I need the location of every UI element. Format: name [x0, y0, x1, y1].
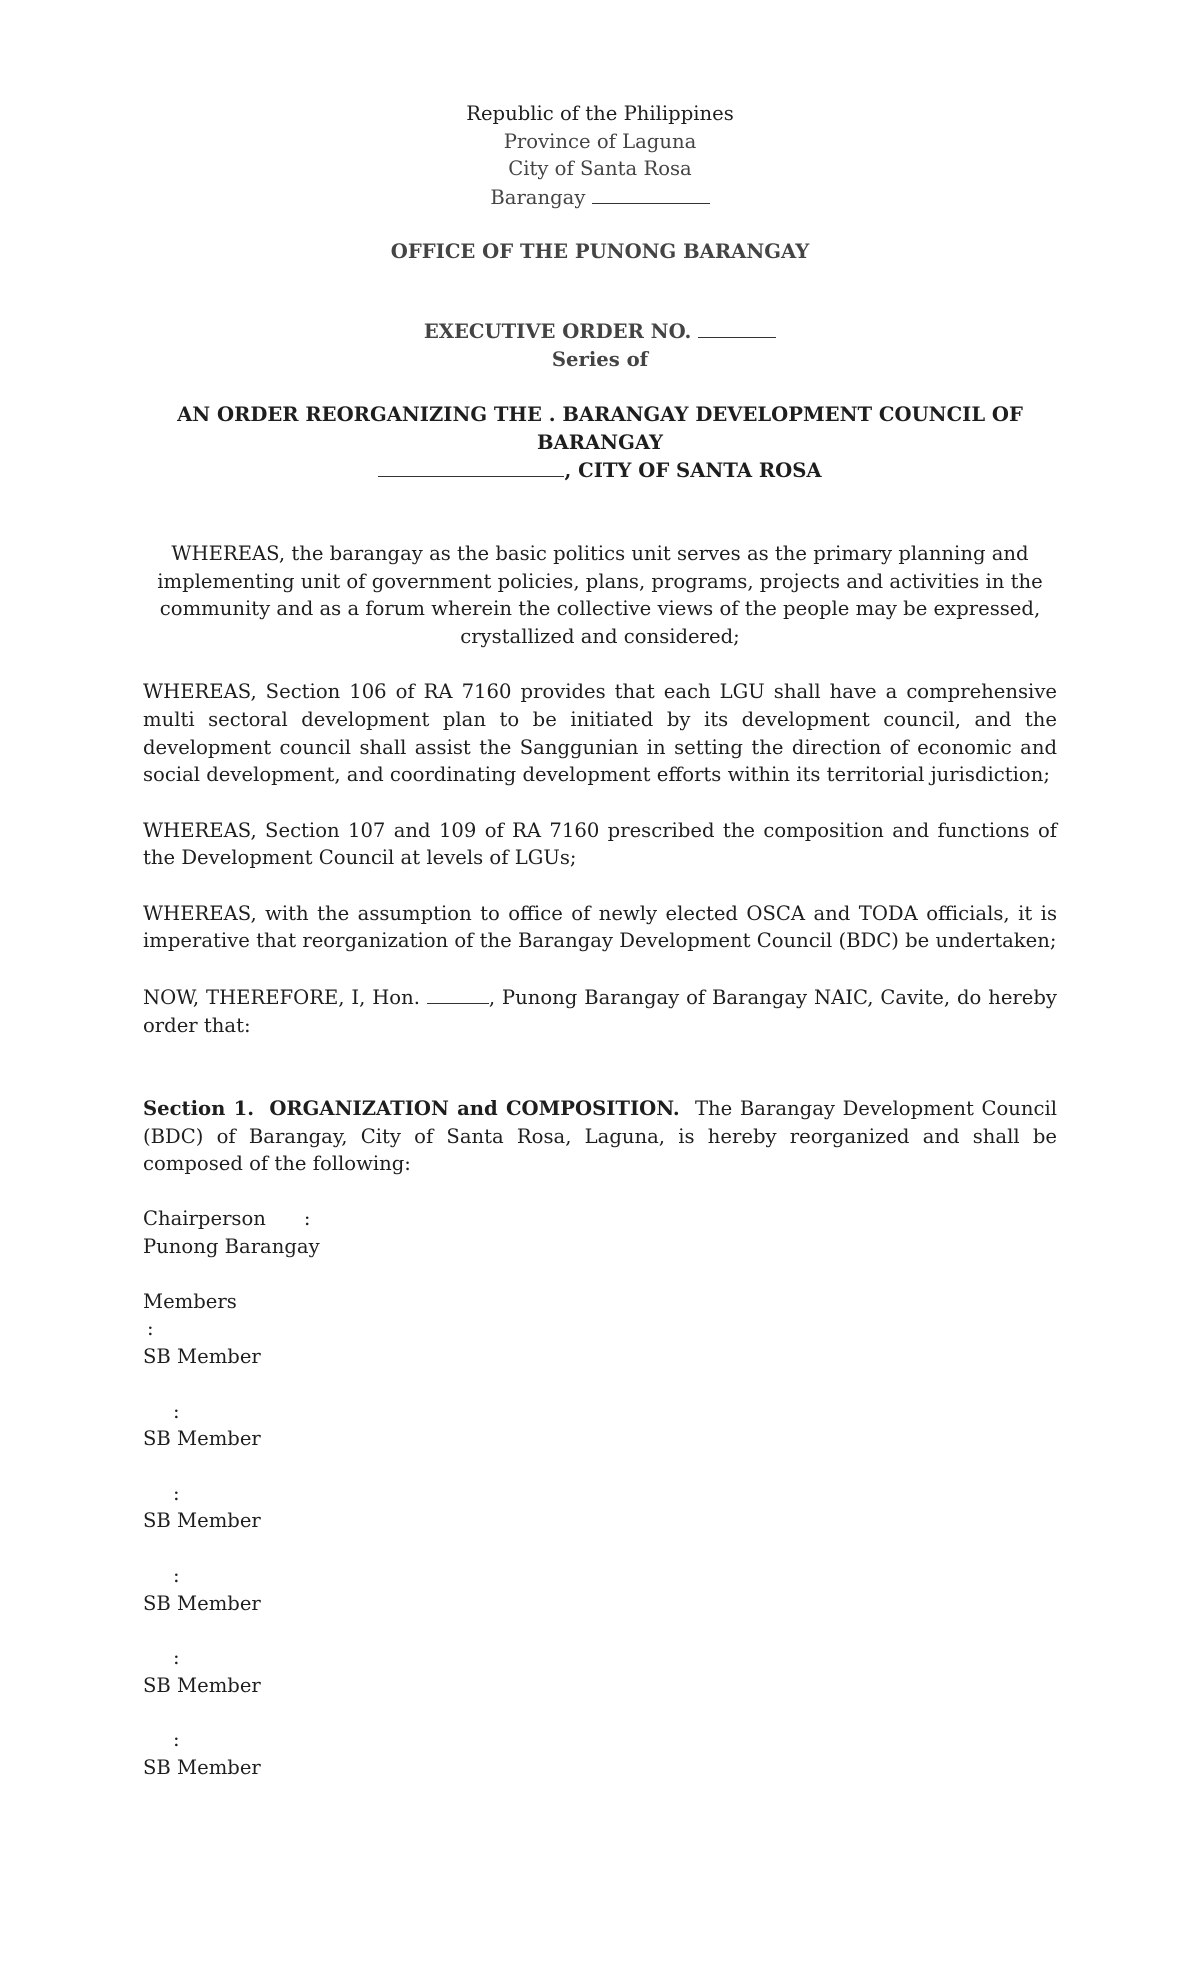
header-republic: Republic of the Philippines: [466, 102, 734, 125]
now-therefore-before: NOW, THEREFORE, I, Hon.: [143, 986, 427, 1010]
member-5-colon: :: [173, 1646, 180, 1670]
chairperson-row: [143, 1205, 1057, 1233]
order-title-line2-text: , CITY OF SANTA ROSA: [564, 459, 822, 483]
member-3-value: SB Member: [143, 1509, 261, 1533]
barangay-blank: [592, 183, 710, 204]
title-barangay-blank: [378, 456, 564, 477]
composition-list: [143, 1205, 1057, 1782]
members-label: Members: [143, 1289, 237, 1313]
order-title-line1: AN ORDER REORGANIZING THE . BARANGAY DEVELOPMENT COUNCIL OF BARANGAY: [177, 403, 1023, 454]
now-therefore-after: , Punong Barangay of Barangay NAIC, Cavite, do hereby order that:: [143, 986, 1057, 1037]
section-1-title: ORGANIZATION and COMPOSITION.: [269, 1097, 680, 1121]
member-4-colon: :: [173, 1563, 180, 1587]
chairperson-colon: :: [303, 1207, 311, 1231]
section-1: [143, 1095, 1057, 1178]
member-4-value: SB Member: [143, 1591, 261, 1615]
member-5-value: SB Member: [143, 1673, 261, 1697]
chairperson-label: Chairperson: [143, 1207, 266, 1231]
member-2-colon: :: [173, 1399, 180, 1423]
document-header: [143, 100, 1057, 211]
executive-order-label: EXECUTIVE ORDER NO.: [423, 319, 692, 343]
header-barangay-label: Barangay: [490, 185, 586, 209]
honorable-name-blank: [427, 983, 489, 1004]
order-number-blank: [698, 317, 776, 338]
header-barangay: [143, 183, 1057, 212]
order-title: [143, 401, 1057, 485]
executive-order-heading: [143, 317, 1057, 373]
executive-order-number: [143, 317, 1057, 346]
chairperson-value: Punong Barangay: [143, 1234, 320, 1258]
member-6-value: SB Member: [143, 1755, 261, 1779]
member-1-colon: :: [147, 1317, 154, 1341]
member-1-value: SB Member: [143, 1345, 261, 1368]
section-1-body: The Barangay Development Council (BDC) of Barangay, City of Santa Rosa, Laguna, is hereby reorganized and shall be composed of the following:: [143, 1097, 1057, 1176]
header-province: Province of Laguna: [503, 129, 697, 153]
member-3-colon: :: [173, 1481, 180, 1505]
member-2-value: SB Member: [143, 1427, 261, 1451]
whereas-clause-4: WHEREAS, with the assumption to office of newly elected OSCA and TODA officials, it is imperative that reorganization of the Barangay Development Council (BDC) be undertaken;: [143, 901, 1057, 953]
member-6-colon: :: [173, 1728, 180, 1752]
series-label: Series of: [551, 347, 649, 371]
office-title: OFFICE OF THE PUNONG BARANGAY: [390, 240, 810, 264]
section-1-number: Section 1.: [143, 1097, 255, 1121]
whereas-clause-2: WHEREAS, Section 106 of RA 7160 provides that each LGU shall have a comprehensive multi sectoral development plan to be initiated by its development council, and the development council shall assist the Sanggunian in setting the direction of economic and social development, and coordinating development efforts within its territorial jurisdiction;: [143, 680, 1057, 787]
whereas-clause-3: WHEREAS, Section 107 and 109 of RA 7160 prescribed the composition and functions of the Development Council at levels of LGUs;: [143, 818, 1057, 870]
header-city: City of Santa Rosa: [508, 157, 692, 181]
order-title-line2: [143, 456, 1057, 485]
whereas-clause-1: WHEREAS, the barangay as the basic politics unit serves as the primary planning and implementing unit of government policies, plans, programs, projects and activities in the community and as a forum wherein the collective views of the people may be expressed, crystallized and considered;: [157, 541, 1043, 648]
now-therefore-clause: [143, 983, 1057, 1039]
